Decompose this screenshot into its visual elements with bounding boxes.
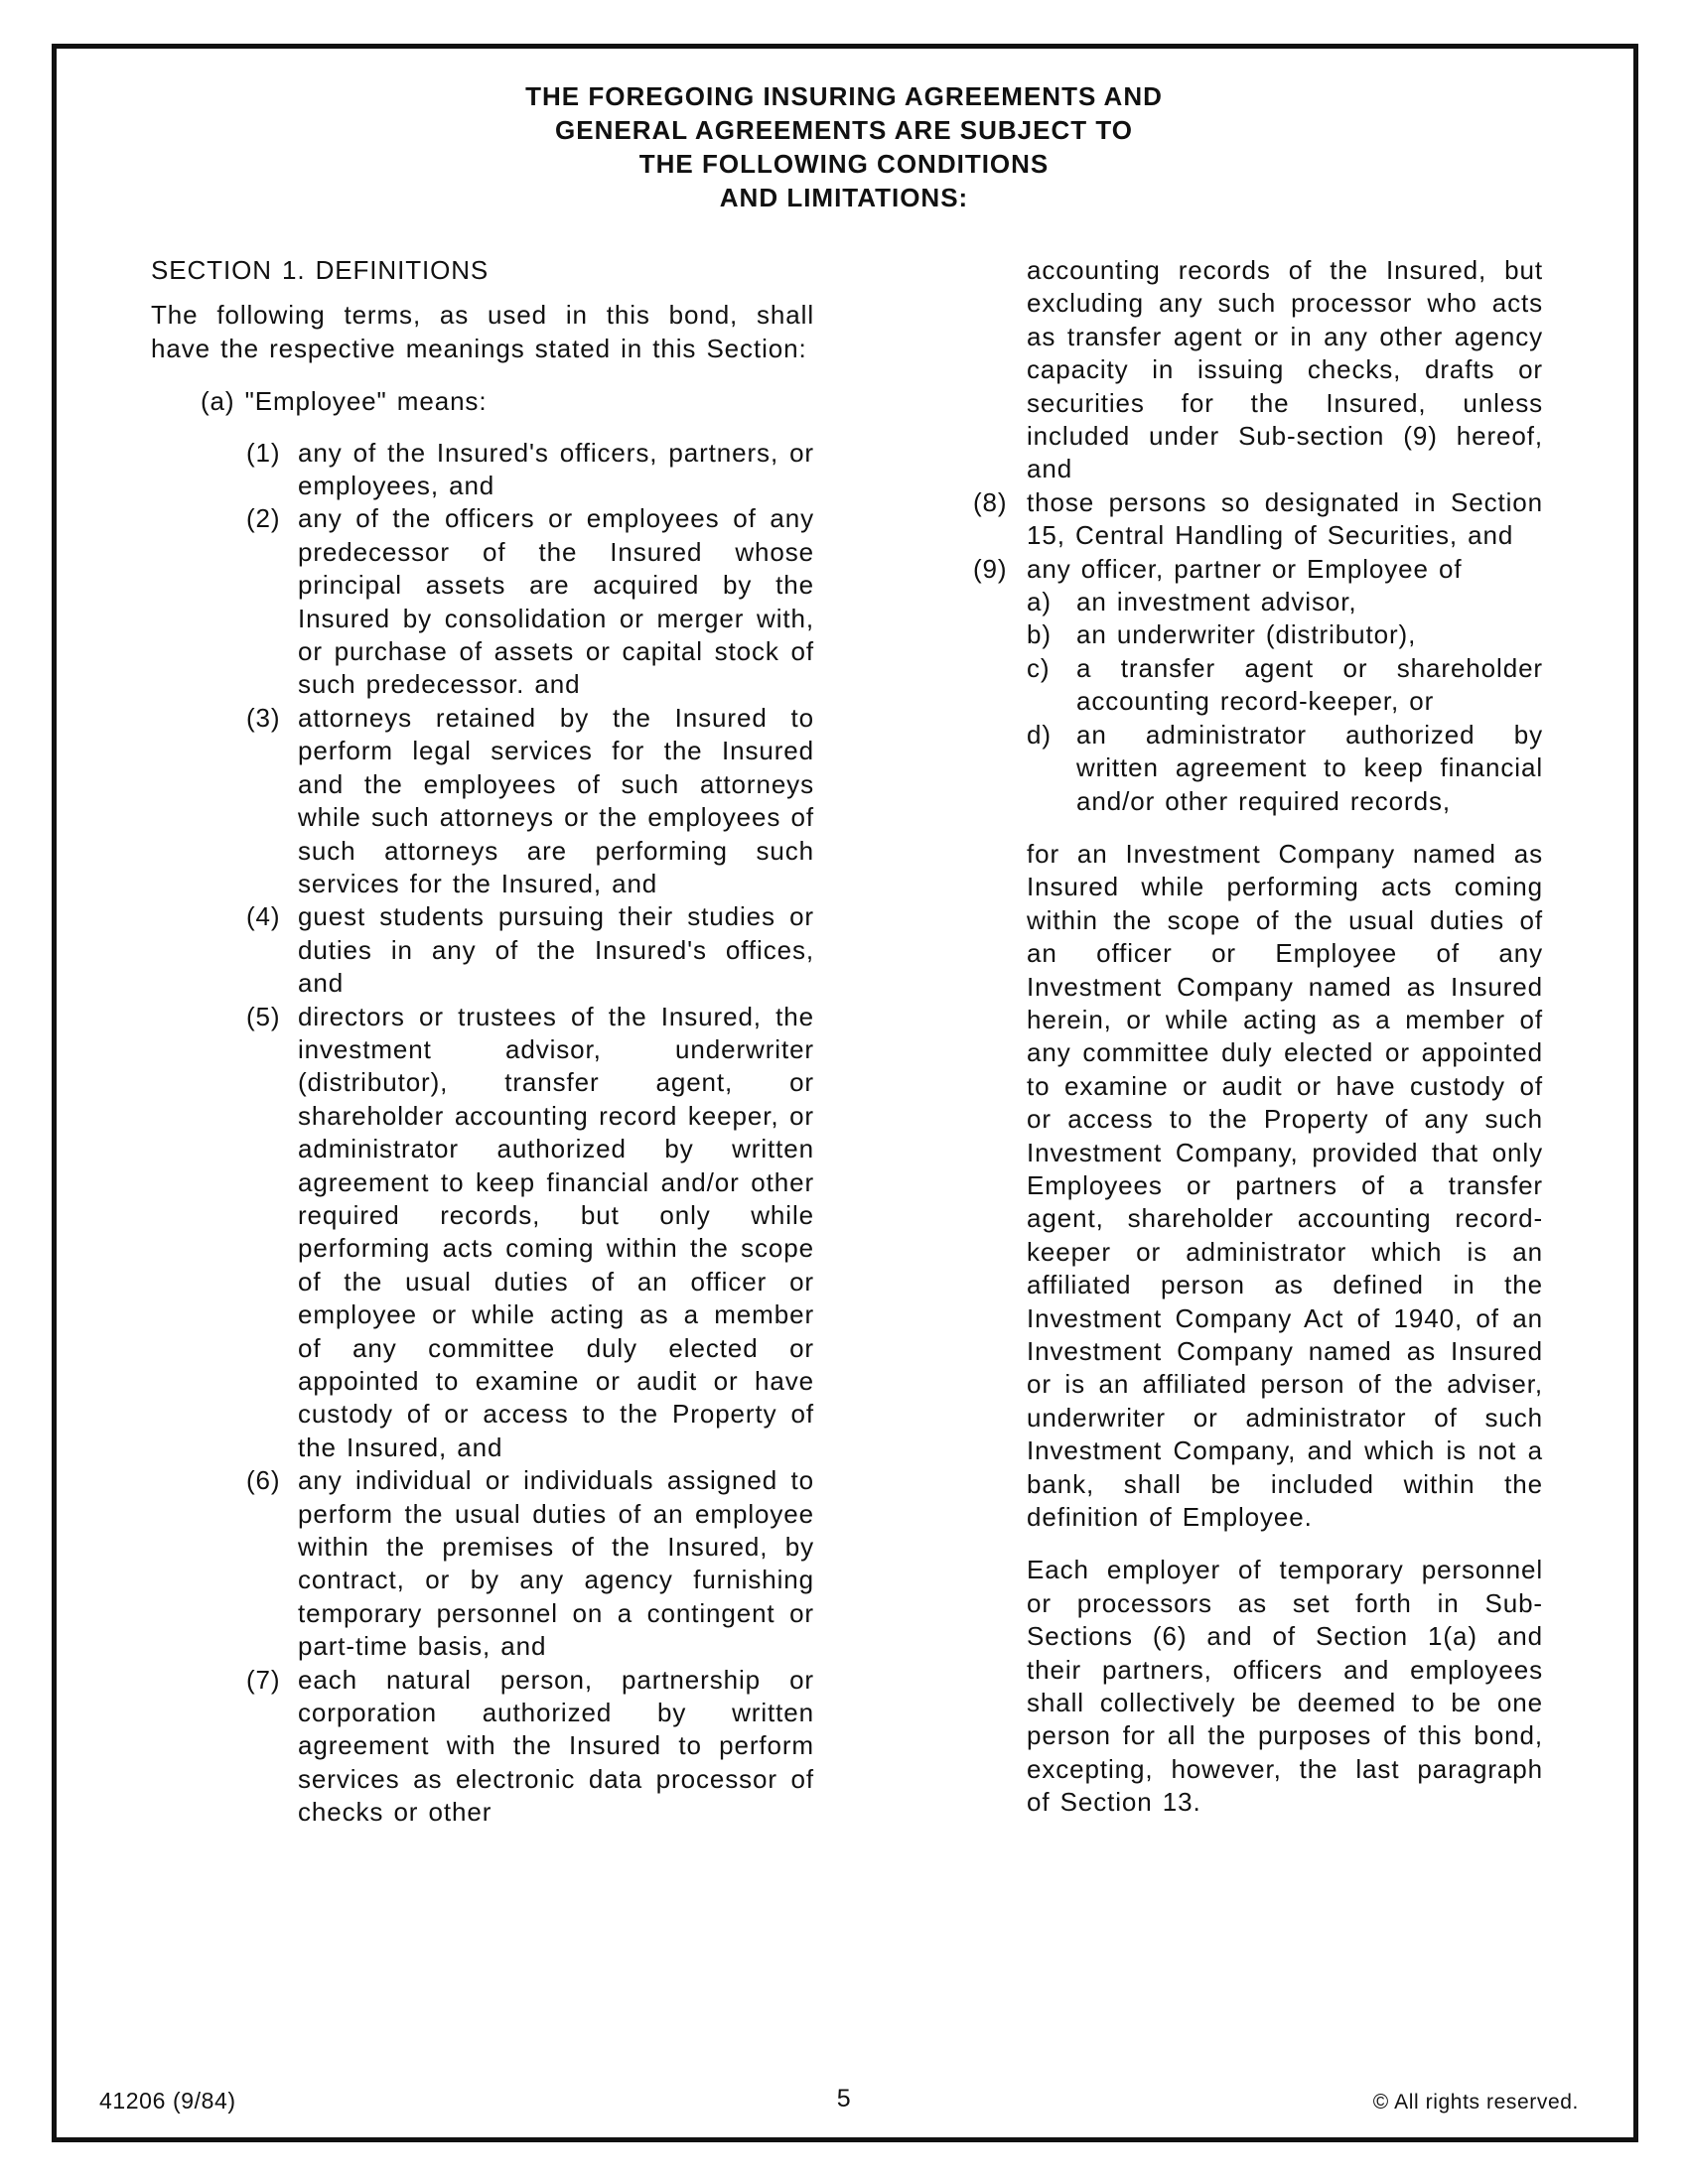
copyright-notice: © All rights reserved. bbox=[1372, 2091, 1579, 2114]
item-text: any officer, partner or Employee of bbox=[1027, 553, 1463, 584]
item-number: (9) bbox=[973, 553, 1008, 584]
subitem-text: an administrator authorized by written agreement to keep financial and/or other required records, bbox=[1076, 719, 1543, 816]
definition-item-6 bbox=[151, 1464, 814, 1663]
item-text: any of the officers or employees of any predecessor of the Insured whose principal assets are acquired by the Insured by consolidation or merger with, or purchase of assets or capital stock of such predecessor. and bbox=[298, 503, 814, 700]
page-number: 5 bbox=[836, 2085, 852, 2113]
investment-company-paragraph: for an Investment Company named as Insured while performing acts coming within the scope of the usual duties of an officer or Employee of any Investment Company named as Insured herein, or while acting as a member of any committee duly elected or appointed to examine or audit or have custody of or access to the Property of any such Investment Company, provided that only Employees or partners of a transfer agent, shareholder accounting record-keeper or administrator which is an affiliated person as defined in the Investment Company Act of 1940, of an Investment Company named as Insured or is an affiliated person of the adviser, underwriter or administrator of such Investment Company, and which is not a bank, shall be included within the definition of Employee. bbox=[1027, 838, 1543, 1533]
subitem-b bbox=[1027, 618, 1543, 651]
item-text: guest students pursuing their studies or duties in any of the Insured's offices, and bbox=[298, 901, 814, 999]
definition-item-3 bbox=[151, 702, 814, 900]
definition-item-7 bbox=[151, 1664, 814, 1830]
heading-line: AND LIMITATIONS: bbox=[719, 183, 969, 212]
item-number: (8) bbox=[973, 486, 1008, 517]
item-number: (7) bbox=[246, 1664, 281, 1695]
subsection-a-label: (a) "Employee" means: bbox=[201, 386, 488, 417]
subitem-letter: c) bbox=[1027, 652, 1051, 683]
intro-paragraph: The following terms, as used in this bond, shall have the respective meanings stated in this Section: bbox=[151, 300, 814, 363]
item-text: attorneys retained by the Insured to perform legal services for the Insured and the employees of such attorneys while such attorneys or the employees of such attorneys are performing such services for the Insured, and bbox=[298, 702, 814, 898]
subitem-c bbox=[1027, 652, 1543, 719]
subitem-letter: b) bbox=[1027, 619, 1052, 650]
subitem-text: an underwriter (distributor), bbox=[1076, 619, 1417, 650]
definition-item-1 bbox=[151, 437, 814, 503]
item-number: (6) bbox=[246, 1465, 281, 1496]
item-text: any individual or individuals assigned to perform the usual duties of an employee within the premises of the Insured, by contract, or by any agency furnishing temporary personnel on a contingent or part-time basis, and bbox=[298, 1465, 814, 1662]
each-employer-paragraph: Each employer of temporary personnel or processors as set forth in Sub-Sections (6) and of Section 1(a) and their partners, officers and employees shall collectively be deemed to be one person for all the purposes of this bond, excepting, however, the last paragraph of Section 13. bbox=[1027, 1555, 1543, 1818]
subitem-text: a transfer agent or shareholder accounting record-keeper, or bbox=[1076, 652, 1543, 717]
definition-item-9 bbox=[973, 553, 1543, 586]
item-text: each natural person, partnership or corporation authorized by written agreement with the Insured to perform services as electronic data processor of checks or other bbox=[298, 1664, 814, 1828]
item-number: (4) bbox=[246, 901, 281, 932]
item-number: (2) bbox=[246, 503, 281, 534]
item-7-continued: accounting records of the Insured, but excluding any such processor who acts as transfer agent or in any other agency capacity in issuing checks, drafts or securities for the Insured, unless included under Sub-section (9) hereof, and bbox=[1027, 255, 1543, 484]
left-column bbox=[151, 254, 814, 1830]
heading-line: THE FOREGOING INSURING AGREEMENTS AND bbox=[525, 81, 1163, 111]
right-column bbox=[973, 254, 1543, 1840]
subitem-d bbox=[1027, 719, 1543, 818]
item-text: any of the Insured's officers, partners, or employees, and bbox=[298, 437, 814, 501]
subitem-text: an investment advisor, bbox=[1076, 587, 1357, 617]
heading-line: THE FOLLOWING CONDITIONS bbox=[638, 149, 1050, 179]
subitem-letter: a) bbox=[1027, 587, 1052, 617]
heading-line: GENERAL AGREEMENTS ARE SUBJECT TO bbox=[555, 115, 1133, 145]
section-title: SECTION 1. DEFINITIONS bbox=[151, 255, 490, 285]
definition-item-2 bbox=[151, 502, 814, 701]
subitem-letter: d) bbox=[1027, 719, 1052, 750]
conditions-heading bbox=[0, 79, 1688, 214]
definition-item-4 bbox=[151, 900, 814, 1000]
item-text: those persons so designated in Section 15, Central Handling of Securities, and bbox=[1027, 486, 1543, 551]
definition-item-8 bbox=[973, 486, 1543, 553]
item-text: directors or trustees of the Insured, the investment advisor, underwriter (distributor), transfer agent, or shareholder accounting record keeper, or administrator authorized by written agreement to keep financial and/or other required records, but only while performing acts coming within the scope of the usual duties of an officer or employee or while acting as a member of any committee duly elected or appointed to examine or audit or have custody of or access to the Property of the Insured, and bbox=[298, 1001, 814, 1462]
subitem-a bbox=[1027, 586, 1543, 618]
item-number: (3) bbox=[246, 702, 281, 733]
item-number: (1) bbox=[246, 437, 281, 468]
form-number: 41206 (9/84) bbox=[99, 2088, 236, 2114]
definition-item-5 bbox=[151, 1001, 814, 1465]
item-9-subitems bbox=[1027, 586, 1543, 818]
item-number: (5) bbox=[246, 1001, 281, 1031]
